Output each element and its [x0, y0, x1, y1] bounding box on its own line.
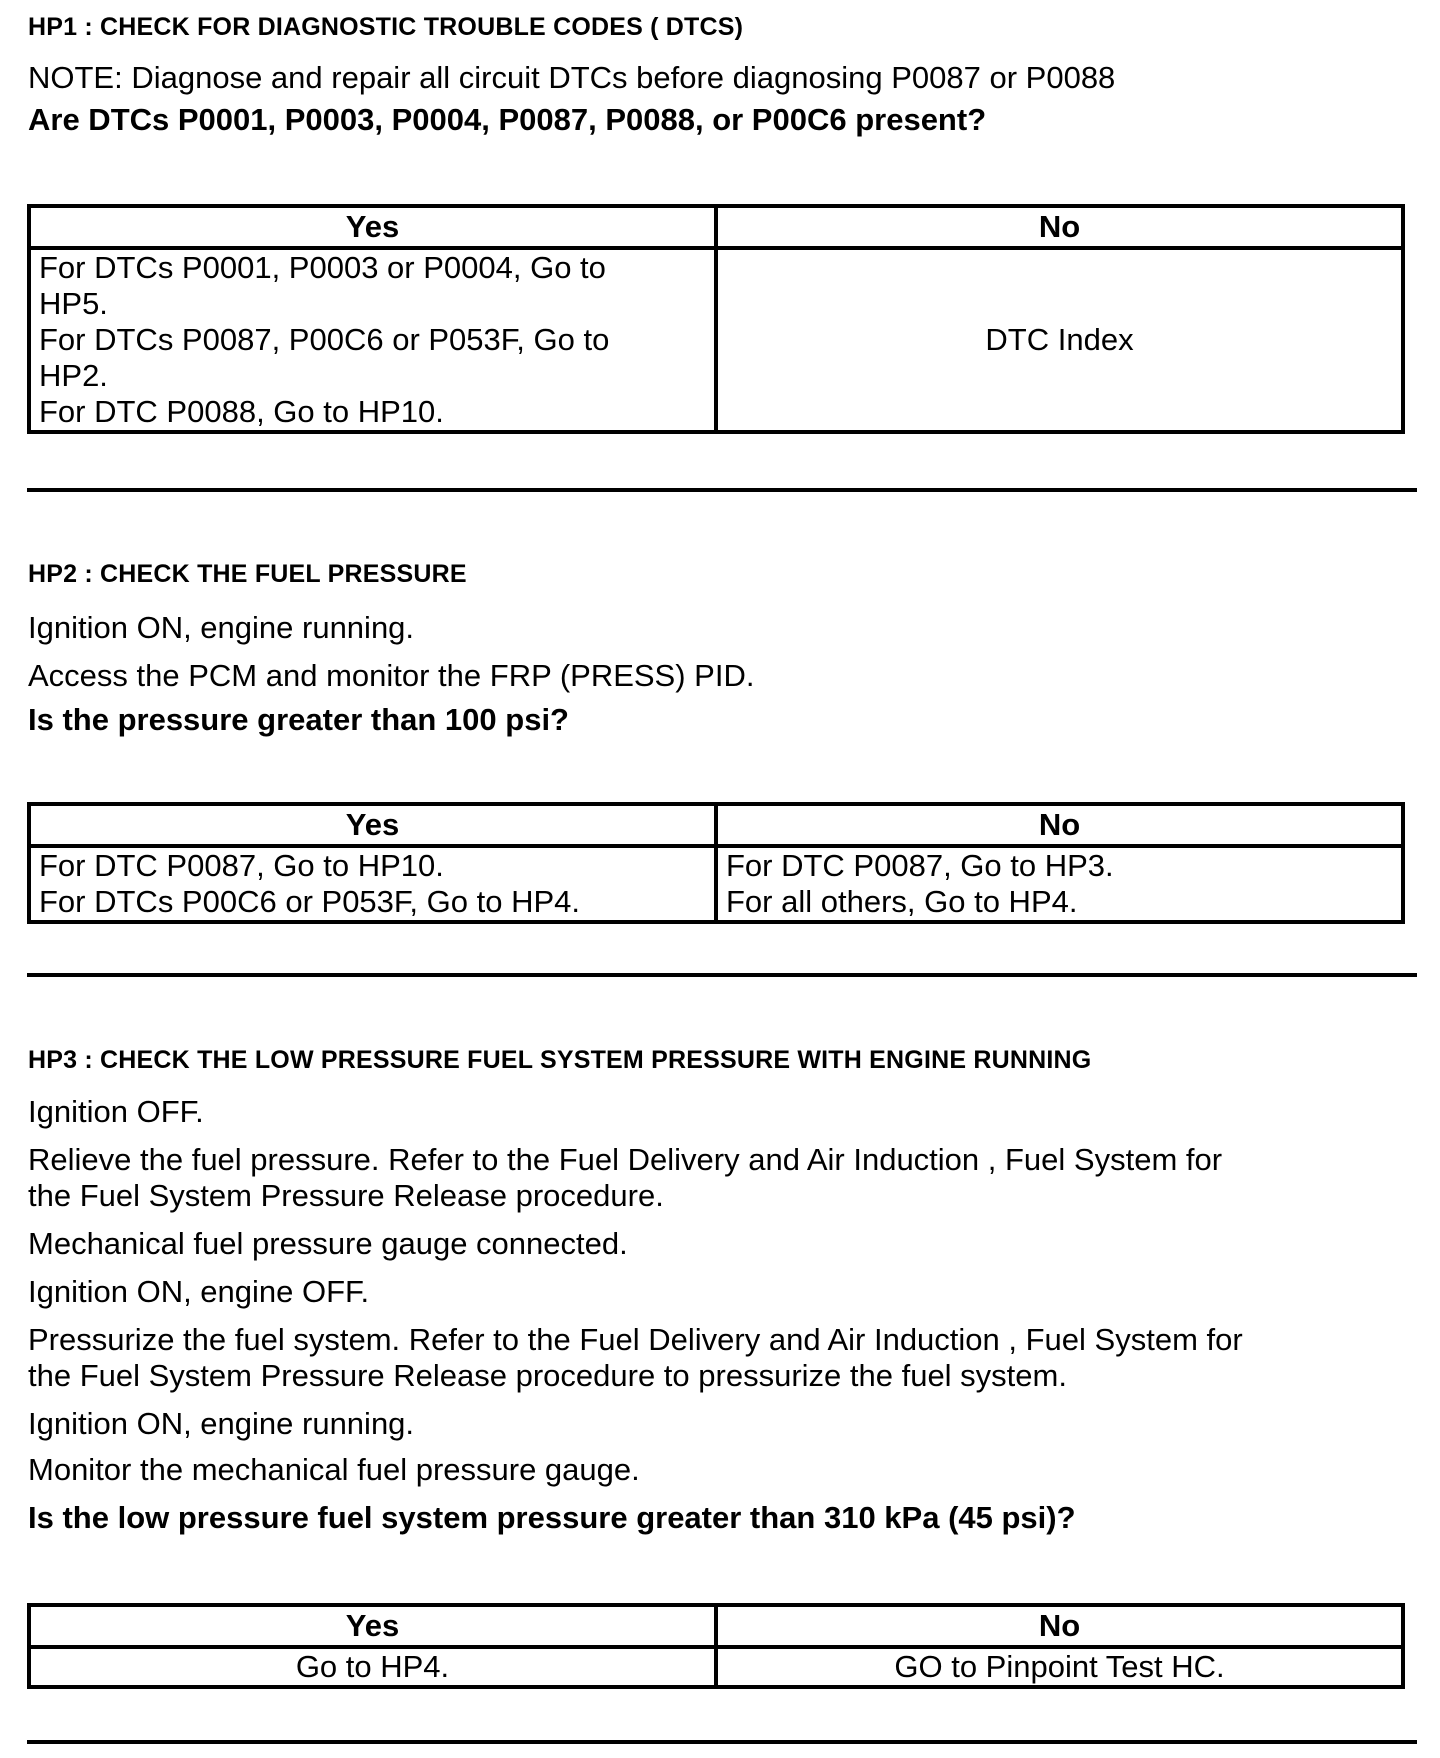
table-header-row: [29, 206, 1403, 248]
section-hp1: [28, 12, 1418, 42]
no-header: No: [716, 804, 1403, 846]
yes-header: Yes: [29, 206, 716, 248]
yes-line: For DTCs P0087, P00C6 or P053F, Go to: [39, 322, 610, 357]
step-instruction: Access the PCM and monitor the FRP (PRESS) PID.: [28, 658, 755, 693]
step-instruction: the Fuel System Pressure Release procedure.: [28, 1178, 664, 1213]
decision-table-hp1: [27, 204, 1405, 434]
yes-line: For DTC P0088, Go to HP10.: [39, 394, 444, 429]
section-divider: [27, 1740, 1417, 1744]
no-cell: [716, 1647, 1403, 1687]
no-line: For DTC P0087, Go to HP3.: [726, 848, 1114, 883]
step-instruction: Relieve the fuel pressure. Refer to the Fuel Delivery and Air Induction , Fuel System for: [28, 1142, 1223, 1177]
yes-header: Yes: [29, 804, 716, 846]
section-hp3: [28, 1045, 1418, 1075]
yes-line: HP5.: [39, 286, 108, 321]
step-heading: HP2 : CHECK THE FUEL PRESSURE: [28, 560, 467, 588]
step-heading: HP1 : CHECK FOR DIAGNOSTIC TROUBLE CODES ( DTCS): [28, 13, 744, 41]
yes-cell: [29, 846, 716, 922]
step-instruction: Ignition OFF.: [28, 1094, 204, 1129]
table-header-row: [29, 1605, 1403, 1647]
yes-cell: [29, 248, 716, 432]
section-divider: [27, 488, 1417, 492]
no-line: GO to Pinpoint Test HC.: [894, 1649, 1225, 1684]
step-instruction: Ignition ON, engine running.: [28, 1406, 415, 1441]
yes-line: For DTC P0087, Go to HP10.: [39, 848, 444, 883]
table-row: [29, 1647, 1403, 1687]
table-row: [29, 248, 1403, 432]
yes-header: Yes: [29, 1605, 716, 1647]
step-instruction: Mechanical fuel pressure gauge connected.: [28, 1226, 628, 1261]
no-line: For all others, Go to HP4.: [726, 884, 1078, 919]
decision-table-hp3: [27, 1603, 1405, 1689]
yes-cell: [29, 1647, 716, 1687]
step-heading: HP3 : CHECK THE LOW PRESSURE FUEL SYSTEM PRESSURE WITH ENGINE RUNNING: [28, 1046, 1092, 1074]
decision-table-hp2: [27, 802, 1405, 924]
step-note: NOTE: Diagnose and repair all circuit DTCs before diagnosing P0087 or P0088: [28, 60, 1116, 95]
step-instruction: the Fuel System Pressure Release procedure to pressurize the fuel system.: [28, 1358, 1067, 1393]
table-header-row: [29, 804, 1403, 846]
yes-line: HP2.: [39, 358, 108, 393]
no-header: No: [716, 1605, 1403, 1647]
step-instruction: Ignition ON, engine running.: [28, 610, 415, 645]
no-header: No: [716, 206, 1403, 248]
no-line: DTC Index: [985, 322, 1134, 357]
step-question: Is the pressure greater than 100 psi?: [28, 702, 569, 737]
step-question: Is the low pressure fuel system pressure greater than 310 kPa (45 psi)?: [28, 1500, 1076, 1535]
table-row: [29, 846, 1403, 922]
yes-line: For DTCs P0001, P0003 or P0004, Go to: [39, 250, 606, 285]
section-hp2: [28, 559, 1418, 589]
step-instruction: Monitor the mechanical fuel pressure gauge.: [28, 1452, 640, 1487]
step-instruction: Pressurize the fuel system. Refer to the Fuel Delivery and Air Induction , Fuel System for: [28, 1322, 1243, 1357]
yes-line: For DTCs P00C6 or P053F, Go to HP4.: [39, 884, 580, 919]
step-instruction: Ignition ON, engine OFF.: [28, 1274, 370, 1309]
no-cell: [716, 248, 1403, 432]
step-question: Are DTCs P0001, P0003, P0004, P0087, P0088, or P00C6 present?: [28, 102, 987, 137]
section-hp2-body: [28, 610, 1418, 738]
yes-line: Go to HP4.: [295, 1649, 450, 1684]
section-hp3-body: [28, 1094, 1418, 1536]
section-divider: [27, 973, 1417, 977]
section-hp1-body: [28, 60, 1418, 138]
no-cell: [716, 846, 1403, 922]
